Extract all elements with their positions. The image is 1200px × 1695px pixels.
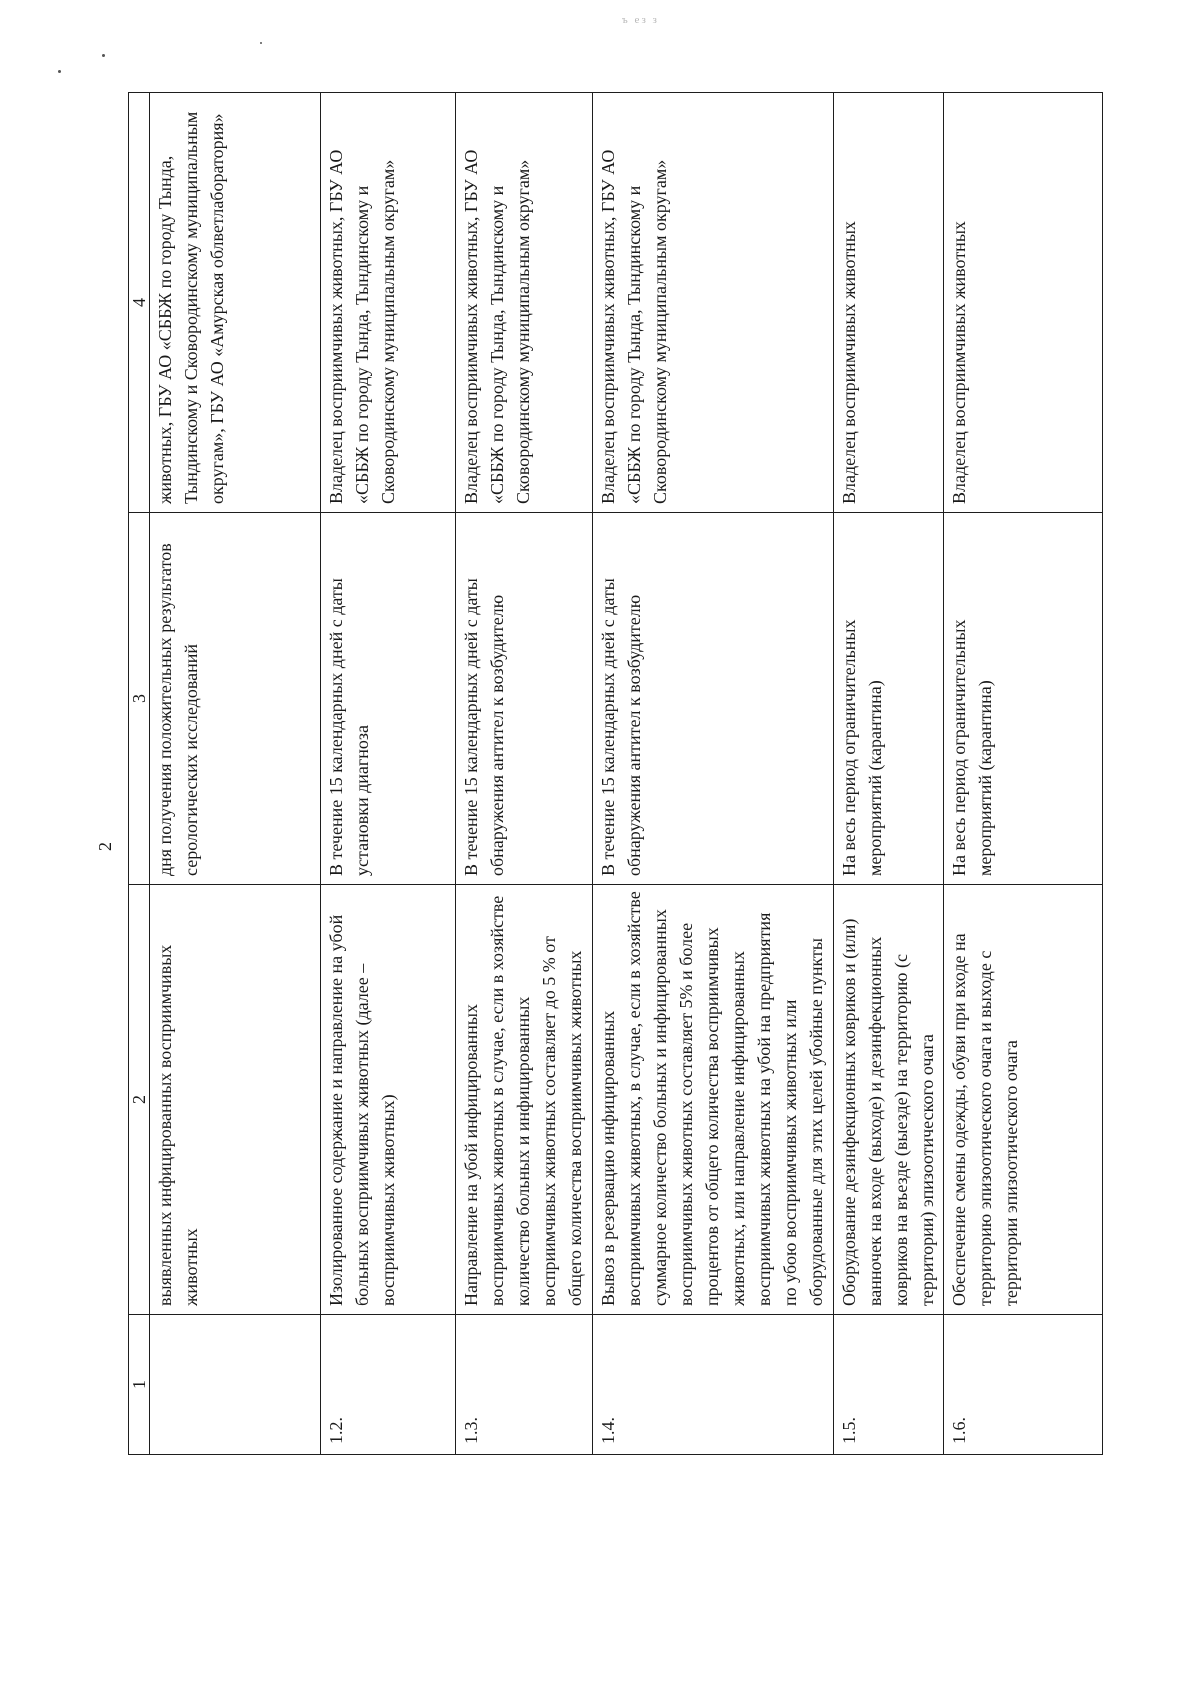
row-number: 1.4. xyxy=(593,1315,834,1455)
row-number: 1.2. xyxy=(320,1315,455,1455)
term-cell: В течение 15 календарных дней с даты установки диагноза xyxy=(320,513,455,885)
header-cell-3: 3 xyxy=(129,513,150,885)
scan-speck xyxy=(102,54,105,57)
measure-cell: Изолированное содержание и направление на убой больных восприимчивых животных (далее – восприимчивых животных) xyxy=(320,885,455,1315)
table-row xyxy=(593,93,834,1455)
row-number: 1.6. xyxy=(944,1315,1103,1455)
row-number xyxy=(150,1315,321,1455)
measure-cell: выявленных инфицированных восприимчивых животных xyxy=(150,885,321,1315)
scan-speck xyxy=(58,70,61,73)
table-row xyxy=(455,93,592,1455)
row-number: 1.5. xyxy=(834,1315,944,1455)
row-number: 1.3. xyxy=(455,1315,592,1455)
term-cell: На весь период ограничительных мероприятий (карантина) xyxy=(944,513,1103,885)
responsible-cell: животных, ГБУ АО «СББЖ по городу Тында, Тындинскому и Сковородинскому муниципальным округам», ГБУ АО «Амурская облветлаборатория» xyxy=(150,93,321,513)
measure-cell: Направление на убой инфицированных восприимчивых животных в случае, если в хозяйстве количество больных и инфицированных восприимчивых животных составляет до 5 % от общего количества восприимчивых животных xyxy=(455,885,592,1315)
scan-mark: ъ ез з xyxy=(622,14,659,26)
page-number: 2 xyxy=(95,842,115,851)
measure-cell: Оборудование дезинфекционных ковриков и (или) ванночек на входе (выходе) и дезинфекционных ковриков на въезде (выезде) на территорию (с территории) эпизоотического очага xyxy=(834,885,944,1315)
header-cell-4: 4 xyxy=(129,93,150,513)
table-row xyxy=(834,93,944,1455)
responsible-cell: Владелец восприимчивых животных xyxy=(834,93,944,513)
measure-cell: Вывоз в резервацию инфицированных восприимчивых животных, в случае, если в хозяйстве суммарное количество больных и инфицированных восприимчивых животных составляет 5% и более процентов от общего количества восприимчивых животных, или направление инфицированных восприимчивых животных на убой на предприятия по убою восприимчивых животных или оборудованные для этих целей убойные пункты xyxy=(593,885,834,1315)
header-cell-2: 2 xyxy=(129,885,150,1315)
term-cell: В течение 15 календарных дней с даты обнаружения антител к возбудителю xyxy=(455,513,592,885)
responsible-cell: Владелец восприимчивых животных, ГБУ АО «СББЖ по городу Тында, Тындинскому и Сковородинскому муниципальным округам» xyxy=(320,93,455,513)
table-row xyxy=(944,93,1103,1455)
term-cell: В течение 15 календарных дней с даты обнаружения антител к возбудителю xyxy=(593,513,834,885)
table-row xyxy=(320,93,455,1455)
table-header-row xyxy=(129,93,150,1455)
term-cell: дня получения положительных результатов серологических исследований xyxy=(150,513,321,885)
measure-cell: Обеспечение смены одежды, обуви при входе на территорию эпизоотического очага и выходе с территории эпизоотического очага xyxy=(944,885,1103,1315)
responsible-cell: Владелец восприимчивых животных xyxy=(944,93,1103,513)
scan-speck xyxy=(260,42,262,44)
responsible-cell: Владелец восприимчивых животных, ГБУ АО «СББЖ по городу Тында, Тындинскому и Сковородинскому муниципальным округам» xyxy=(455,93,592,513)
header-cell-1: 1 xyxy=(129,1315,150,1455)
measures-table xyxy=(128,92,1103,1455)
rotated-table-container xyxy=(128,93,1103,1455)
table-row xyxy=(150,93,321,1455)
responsible-cell: Владелец восприимчивых животных, ГБУ АО «СББЖ по городу Тында, Тындинскому и Сковородинскому муниципальным округам» xyxy=(593,93,834,513)
term-cell: На весь период ограничительных мероприятий (карантина) xyxy=(834,513,944,885)
